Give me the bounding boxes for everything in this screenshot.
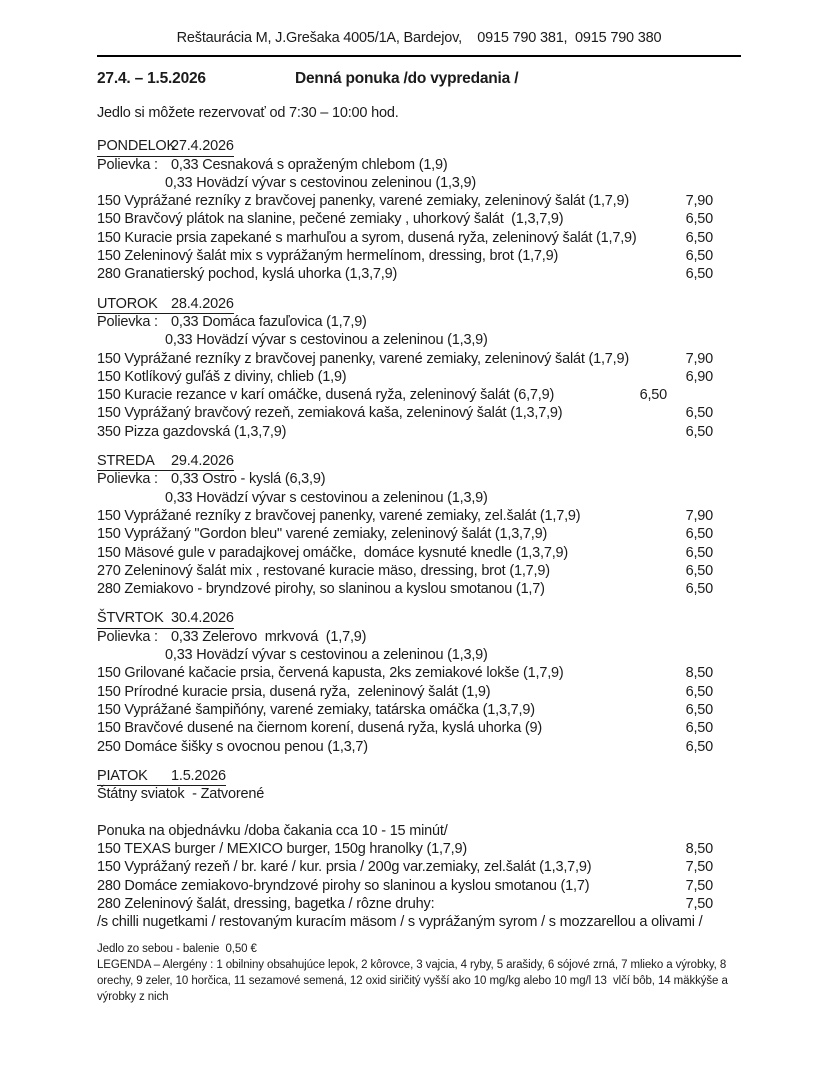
menu-item-row (97, 580, 741, 598)
soup-item: 0,33 Hovädzí vývar s cestovinou zeleninou (1,3,9) (165, 174, 476, 191)
menu-item-price: 6,50 (685, 544, 713, 561)
soup-item: 0,33 Zelerovo mrkvová (1,7,9) (171, 628, 367, 645)
menu-item-text: 150 Kotlíkový guľáš z diviny, chlieb (1,9) (97, 368, 347, 385)
menu-item-row (97, 683, 741, 701)
menu-item-text: 150 Kuracie prsia zapekané s marhuľou a syrom, dusená ryža, zeleninový šalát (1,7,9) (97, 229, 637, 246)
day-section-streda (97, 452, 741, 598)
menu-item-text: 150 Grilované kačacie prsia, červená kapusta, 2ks zemiakové lokše (1,7,9) (97, 665, 564, 682)
menu-item-price: 6,50 (685, 526, 713, 543)
menu-item-price: 6,50 (685, 423, 713, 440)
menu-item-text: 280 Zeleninový šalát, dressing, bagetka / rôzne druhy: (97, 895, 435, 912)
variants-note (97, 913, 741, 931)
page-title: Denná ponuka /do vypredania / (295, 70, 519, 87)
day-name: UTOROK (97, 295, 158, 312)
day-name: ŠTVRTOK (97, 610, 164, 627)
menu-item-price: 6,50 (685, 701, 713, 718)
day-header (97, 452, 741, 470)
menu-item-row (97, 877, 741, 895)
variants-note-text: /s chilli nugetkami / restovaným kuracím mäsom / s vyprážaným syrom / s mozzarellou a olivami / (97, 914, 703, 931)
menu-item-text: 280 Granatierský pochod, kyslá uhorka (1,3,7,9) (97, 266, 398, 283)
spacer (97, 803, 741, 821)
day-header-underline (97, 609, 234, 628)
menu-item-row (97, 840, 741, 858)
closed-note-text: Štátny sviatok - Zatvorené (97, 786, 265, 803)
menu-item-price: 6,50 (685, 211, 713, 228)
menu-item-row (97, 562, 741, 580)
menu-item-row (97, 423, 741, 441)
soup-label: Polievka : (97, 313, 158, 330)
allergen-legend: LEGENDA – Alergény : 1 obilniny obsahujúce lepok, 2 kôrovce, 3 vajcia, 4 ryby, 5 arašidy, 6 sójové zrná, 7 mlieko a výrobky, 8 orechy, 9 zeler, 10 horčica, 11 sezamové semená, 12 oxid siričitý vyšší ako 10 mg/kg alebo 10 mg/l 13 vlčí bôb, 14 mäkkýše a výrobky z nich (97, 959, 731, 1004)
menu-item-text: 150 Vyprážané rezníky z bravčovej panenky, varené zemiaky, zeleninový šalát (1,7,9) (97, 350, 629, 367)
soup-row (97, 331, 741, 349)
menu-item-text: 150 Prírodné kuracie prsia, dusená ryža, zeleninový šalát (1,9) (97, 683, 491, 700)
menu-item-text: 150 Vyprážaný bravčový rezeň, zemiaková kaša, zeleninový šalát (1,3,7,9) (97, 405, 563, 422)
menu-item-row (97, 507, 741, 525)
day-date: 27.4.2026 (171, 138, 234, 155)
menu-item-price: 6,50 (685, 738, 713, 755)
menu-item-row (97, 895, 741, 913)
menu-item-row (97, 210, 741, 228)
menu-item-price: 7,50 (685, 859, 713, 876)
menu-item-row (97, 664, 741, 682)
day-section-piatok (97, 767, 741, 932)
day-header (97, 137, 741, 155)
menu-item-text: 150 Kuracie rezance v karí omáčke, dusená ryža, zeleninový šalát (6,7,9) (97, 387, 555, 404)
day-name: STREDA (97, 453, 155, 470)
menu-item-text: 150 Bravčové dusené na čiernom korení, dusená ryža, kyslá uhorka (9) (97, 720, 543, 737)
menu-item-row (97, 544, 741, 562)
menu-item-row (97, 229, 741, 247)
menu-item-row (97, 350, 741, 368)
soup-item: 0,33 Ostro - kyslá (6,3,9) (171, 471, 326, 488)
day-header-underline (97, 295, 234, 314)
soup-label: Polievka : (97, 156, 158, 173)
day-date: 28.4.2026 (171, 295, 234, 312)
day-header (97, 609, 741, 627)
menu-item-row (97, 386, 741, 404)
day-date: 1.5.2026 (171, 767, 226, 784)
page-footer (97, 941, 741, 1005)
menu-item-price: 6,50 (685, 248, 713, 265)
menu-item-row (97, 368, 741, 386)
day-section-pondelok (97, 137, 741, 283)
soup-item: 0,33 Hovädzí vývar s cestovinou a zeleninou (1,3,9) (165, 647, 488, 664)
menu-item-row (97, 247, 741, 265)
menu-item-price: 6,50 (685, 266, 713, 283)
soup-item: 0,33 Hovädzí vývar s cestovinou a zeleninou (1,3,9) (165, 332, 488, 349)
menu-item-price: 6,90 (685, 368, 713, 385)
menu-item-row (97, 525, 741, 543)
soup-row (97, 470, 741, 488)
restaurant-header (97, 30, 741, 46)
menu-item-text: 150 TEXAS burger / MEXICO burger, 150g hranolky (1,7,9) (97, 840, 467, 857)
soup-row (97, 489, 741, 507)
menu-item-text: 250 Domáce šišky s ovocnou penou (1,3,7) (97, 738, 368, 755)
menu-item-row (97, 404, 741, 422)
menu-item-price: 6,50 (685, 562, 713, 579)
day-header-underline (97, 452, 234, 471)
day-section-utorok (97, 295, 741, 441)
day-section-stvrtok (97, 609, 741, 755)
menu-item-price: 6,50 (639, 387, 667, 404)
day-date: 30.4.2026 (171, 610, 234, 627)
soup-row (97, 646, 741, 664)
menu-item-text: 280 Zemiakovo - bryndzové pirohy, so slaninou a kyslou smotanou (1,7) (97, 581, 545, 598)
menu-item-row (97, 719, 741, 737)
soup-row (97, 628, 741, 646)
day-header-underline (97, 137, 234, 156)
title-row (97, 70, 741, 88)
menu-item-text: 150 Vyprážaný "Gordon bleu" varené zemiaky, zeleninový šalát (1,3,7,9) (97, 526, 548, 543)
day-name: PONDELOK (97, 138, 176, 155)
menu-item-text: 150 Bravčový plátok na slanine, pečené zemiaky , uhorkový šalát (1,3,7,9) (97, 211, 564, 228)
order-intro (97, 822, 741, 840)
menu-item-price: 6,50 (685, 683, 713, 700)
menu-item-price: 6,50 (685, 581, 713, 598)
reservation-note: Jedlo si môžete rezervovať od 7:30 – 10:00 hod. (97, 105, 399, 121)
menu-item-price: 6,50 (685, 405, 713, 422)
soup-row (97, 313, 741, 331)
soup-item: 0,33 Hovädzí vývar s cestovinou a zeleninou (1,3,9) (165, 489, 488, 506)
day-header (97, 767, 741, 785)
soup-row (97, 156, 741, 174)
soup-item: 0,33 Cesnaková s opraženým chlebom (1,9) (171, 156, 448, 173)
menu-item-price: 7,50 (685, 877, 713, 894)
menu-item-price: 8,50 (685, 840, 713, 857)
order-intro-text: Ponuka na objednávku /doba čakania cca 10 - 15 minút/ (97, 822, 448, 839)
menu-date-range: 27.4. – 1.5.2026 (97, 70, 206, 87)
menu-item-price: 6,50 (685, 229, 713, 246)
day-name: PIATOK (97, 767, 148, 784)
day-header-underline (97, 767, 226, 786)
menu-item-row (97, 701, 741, 719)
soup-item: 0,33 Domáca fazuľovica (1,7,9) (171, 313, 367, 330)
takeaway-note: Jedlo zo sebou - balenie 0,50 € (97, 943, 257, 956)
menu-item-text: 350 Pizza gazdovská (1,3,7,9) (97, 423, 287, 440)
menu-item-row (97, 192, 741, 210)
menu-item-row (97, 738, 741, 756)
friday-closed-note (97, 785, 741, 803)
menu-item-text: 150 Mäsové gule v paradajkovej omáčke, domáce kysnuté knedle (1,3,7,9) (97, 544, 569, 561)
menu-item-row (97, 265, 741, 283)
menu-item-price: 6,50 (685, 720, 713, 737)
soup-row (97, 174, 741, 192)
menu-item-text: 270 Zeleninový šalát mix , restované kuracie mäso, dressing, brot (1,7,9) (97, 562, 550, 579)
menu-item-text: 150 Vyprážané šampiňóny, varené zemiaky, tatárska omáčka (1,3,7,9) (97, 701, 535, 718)
header-rule (97, 55, 741, 57)
menu-item-price: 7,50 (685, 895, 713, 912)
menu-item-text: 150 Vyprážaný rezeň / br. karé / kur. prsia / 200g var.zemiaky, zel.šalát (1,3,7,9) (97, 859, 592, 876)
day-date: 29.4.2026 (171, 453, 234, 470)
day-header (97, 295, 741, 313)
soup-label: Polievka : (97, 471, 158, 488)
menu-item-row (97, 858, 741, 876)
menu-item-text: 150 Zeleninový šalát mix s vyprážaným hermelínom, dressing, brot (1,7,9) (97, 248, 559, 265)
menu-item-price: 7,90 (685, 507, 713, 524)
menu-item-text: 150 Vyprážané rezníky z bravčovej panenky, varené zemiaky, zeleninový šalát (1,7,9) (97, 193, 629, 210)
menu-item-text: 280 Domáce zemiakovo-bryndzové pirohy so slaninou a kyslou smotanou (1,7) (97, 877, 590, 894)
menu-item-price: 7,90 (685, 193, 713, 210)
menu-item-text: 150 Vyprážané rezníky z bravčovej panenky, varené zemiaky, zel.šalát (1,7,9) (97, 507, 581, 524)
menu-item-price: 8,50 (685, 665, 713, 682)
menu-item-price: 7,90 (685, 350, 713, 367)
soup-label: Polievka : (97, 628, 158, 645)
restaurant-header-text: Reštaurácia M, J.Grešaka 4005/1A, Bardejov, 0915 790 381, 0915 790 380 (176, 30, 662, 46)
